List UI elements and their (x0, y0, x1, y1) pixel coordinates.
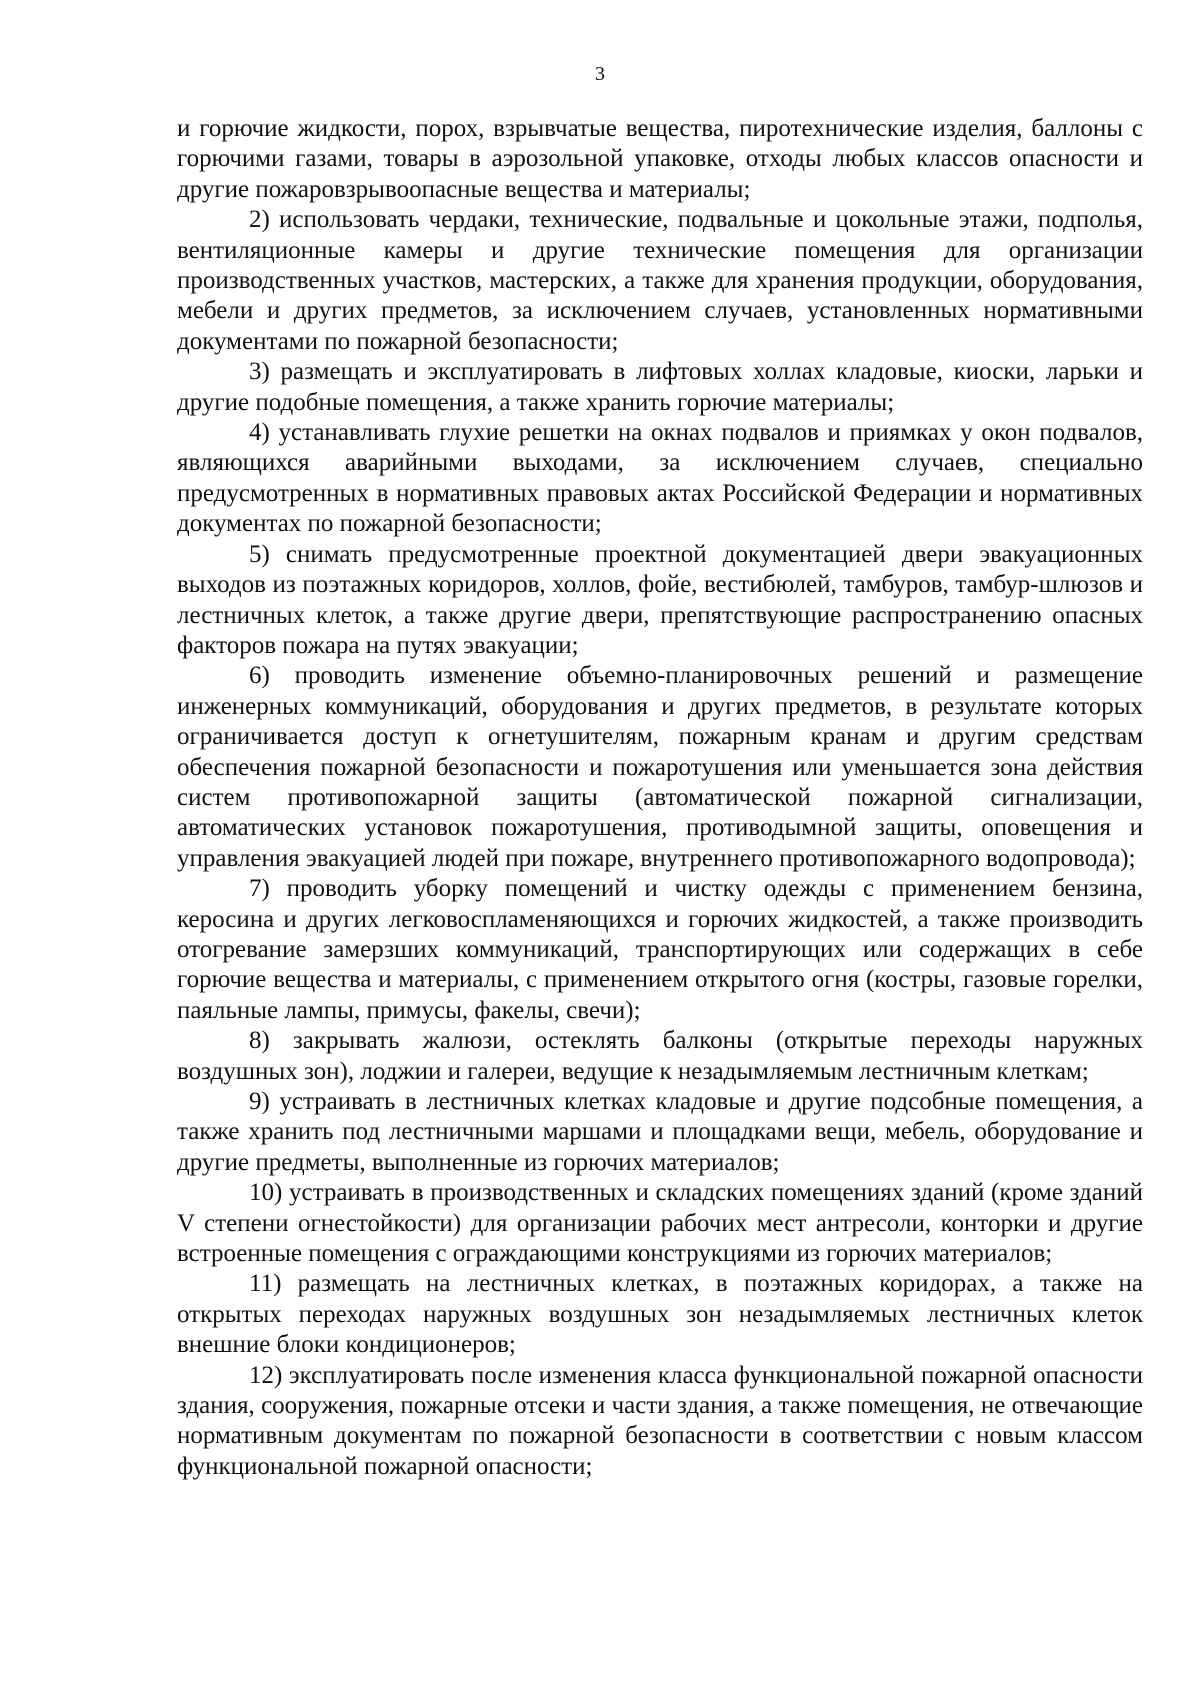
page-number: 3 (595, 63, 605, 85)
list-item-11: 11) размещать на лестничных клетках, в поэтажных коридорах, а также на открытых переходах наружных воздушных зон незадымляемых лестничных клеток внешние блоки кондиционеров; (177, 1270, 1143, 1359)
list-item-4: 4) устанавливать глухие решетки на окнах подвалов и приямках у окон подвалов, являющихся аварийными выходами, за исключением случаев, специально предусмотренных в нормативных правовых актах Российской Федерации и нормативных документах по пожарной безопасности; (177, 419, 1143, 538)
list-item-6: 6) проводить изменение объемно-планировочных решений и размещение инженерных коммуникаций, оборудования и других предметов, в результате которых ограничивается доступ к огнетушителям, пожарным кранам и другим средствам обеспечения пожарной безопасности и пожаротушения или уменьшается зона действия систем противопожарной защиты (автоматической пожарной сигнализации, автоматических установок пожаротушения, противодымной защиты, оповещения и управления эвакуацией людей при пожаре, внутреннего противопожарного водопровода); (177, 662, 1143, 872)
document-body (177, 114, 1143, 1482)
list-item-10: 10) устраивать в производственных и складских помещениях зданий (кроме зданий V степени огнестойкости) для организации рабочих мест антресоли, конторки и другие встроенные помещения с ограждающими конструкциями из горючих материалов; (177, 1179, 1143, 1268)
list-item-2: 2) использовать чердаки, технические, подвальные и цокольные этажи, подполья, вентиляционные камеры и другие технические помещения для организации производственных участков, мастерских, а также для хранения продукции, оборудования, мебели и других предметов, за исключением случаев, установленных нормативными документами по пожарной безопасности; (177, 206, 1143, 355)
paragraph-continuation: и горючие жидкости, порох, взрывчатые вещества, пиротехнические изделия, баллоны с горючими газами, товары в аэрозольной упаковке, отходы любых классов опасности и другие пожаровзрывоопасные вещества и материалы; (177, 115, 1143, 203)
list-item-5: 5) снимать предусмотренные проектной документацией двери эвакуационных выходов из поэтажных коридоров, холлов, фойе, вестибюлей, тамбуров, тамбур-шлюзов и лестничных клеток, а также другие двери, препятствующие распространению опасных факторов пожара на путях эвакуации; (177, 540, 1143, 659)
list-item-12: 12) эксплуатировать после изменения класса функциональной пожарной опасности здания, сооружения, пожарные отсеки и части здания, а также помещения, не отвечающие нормативным документам по пожарной безопасности в соответствии с новым классом функциональной пожарной опасности; (177, 1361, 1143, 1480)
list-item-7: 7) проводить уборку помещений и чистку одежды с применением бензина, керосина и других легковоспламеняющихся и горючих жидкостей, а также производить отогревание замерзших коммуникаций, транспортирующих или содержащих в себе горючие вещества и материалы, с применением открытого огня (костры, газовые горелки, паяльные лампы, примусы, факелы, свечи); (177, 875, 1143, 1024)
list-item-3: 3) размещать и эксплуатировать в лифтовых холлах кладовые, киоски, ларьки и другие подобные помещения, а также хранить горючие материалы; (177, 358, 1143, 416)
list-item-9: 9) устраивать в лестничных клетках кладовые и другие подсобные помещения, а также хранить под лестничными маршами и площадками вещи, мебель, оборудование и другие предметы, выполненные из горючих материалов; (177, 1088, 1143, 1176)
list-item-8: 8) закрывать жалюзи, остеклять балконы (открытые переходы наружных воздушных зон), лоджии и галереи, ведущие к незадымляемым лестничным клеткам; (177, 1027, 1143, 1085)
